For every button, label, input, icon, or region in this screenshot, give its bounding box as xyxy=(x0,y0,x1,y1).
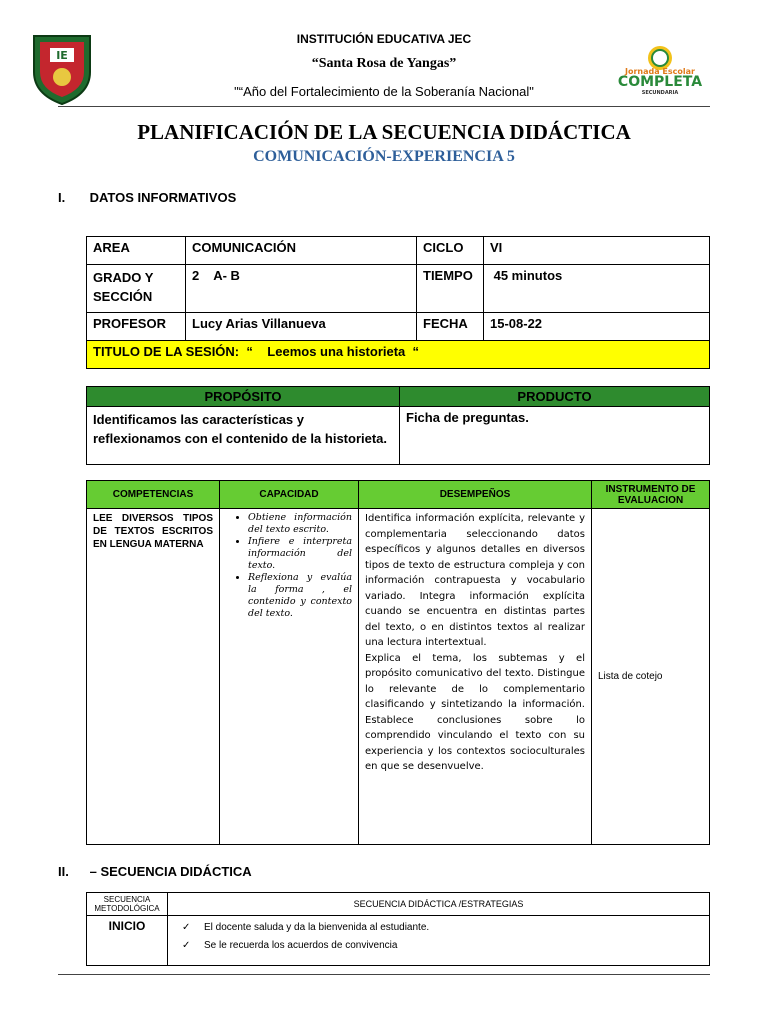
strategy-item xyxy=(174,937,703,955)
producto-text: Ficha de preguntas. xyxy=(400,407,710,465)
capacidad-header: CAPACIDAD xyxy=(220,481,359,509)
competencias-table xyxy=(86,480,710,845)
ciclo-label: CICLO xyxy=(417,237,484,265)
strategy-item xyxy=(174,919,703,937)
profesor-label: PROFESOR xyxy=(87,313,186,341)
document-title: PLANIFICACIÓN DE LA SECUENCIA DIDÁCTICA xyxy=(137,120,631,144)
svg-text:IE: IE xyxy=(56,49,68,62)
strategy-list xyxy=(174,919,703,955)
svg-text:COMPLETA: COMPLETA xyxy=(617,74,703,90)
desempenos-cell xyxy=(359,509,592,845)
section-heading-secuencia xyxy=(58,864,252,879)
profesor-value: Lucy Arias Villanueva xyxy=(186,313,417,341)
capacidad-item: • Obtiene información del texto escrito. xyxy=(248,512,352,536)
inicio-label: INICIO xyxy=(87,916,168,966)
proposito-table xyxy=(86,386,710,465)
instrumento-header: INSTRUMENTO DE EVALUACION xyxy=(592,481,710,509)
section-number: I. xyxy=(58,190,66,205)
ciclo-value: VI xyxy=(484,237,710,265)
section-label: – SECUENCIA DIDÁCTICA xyxy=(89,864,252,879)
capacidades-list xyxy=(226,512,352,620)
tiempo-value: 45 minutos xyxy=(484,265,710,313)
session-title: TITULO DE LA SESIÓN: “ Leemos una historieta “ xyxy=(87,341,710,369)
area-label: AREA xyxy=(87,237,186,265)
svg-text:SECUNDARIA: SECUNDARIA xyxy=(641,90,679,96)
header-divider xyxy=(58,106,710,107)
section-number: II. xyxy=(58,864,69,879)
document-subtitle: COMUNICACIÓN-EXPERIENCIA 5 xyxy=(253,148,515,165)
section-heading-datos xyxy=(58,190,236,205)
tiempo-label: TIEMPO xyxy=(417,265,484,313)
proposito-text: Identificamos las características y reflexionamos con el contenido de la historieta. xyxy=(87,407,400,465)
section-label: DATOS INFORMATIVOS xyxy=(89,190,237,205)
grado-value: 2 A- B xyxy=(186,265,417,313)
area-value: COMUNICACIÓN xyxy=(186,237,417,265)
estrategias-header: SECUENCIA DIDÁCTICA /ESTRATEGIAS xyxy=(168,893,710,916)
institution-name: INSTITUCIÓN EDUCATIVA JEC xyxy=(296,32,472,46)
svg-text:Jornada Escolar: Jornada Escolar xyxy=(625,67,695,76)
desempenos-header: DESEMPEÑOS xyxy=(359,481,592,509)
capacidades-cell xyxy=(220,509,359,845)
strategy-text: Se le recuerda los acuerdos de convivencia xyxy=(204,940,398,951)
year-motto: "“Año del Fortalecimiento de la Soberanía Nacional" xyxy=(234,84,534,99)
jornada-escolar-completa-logo xyxy=(602,42,718,96)
fecha-label: FECHA xyxy=(417,313,484,341)
capacidad-item: • Infiere e interpreta información del texto. xyxy=(248,536,352,572)
check-icon: ✓ xyxy=(182,922,191,933)
capacidad-item: • Reflexiona y evalúa la forma , el contenido y contexto del texto. xyxy=(248,572,352,620)
desempeno-paragraph: Explica el tema, los subtemas y el propósito comunicativo del texto. Distingue lo relevante de lo complementario clasificando y sintetizando la información. Establece conclusiones sobre lo comprendido vinculando el texto con su experiencia y los contextos socioculturales en que se desenvuelve. xyxy=(365,652,585,772)
school-name: “Santa Rosa de Yangas” xyxy=(311,56,457,71)
check-icon: ✓ xyxy=(182,940,191,951)
grado-label: GRADO Y SECCIÓN xyxy=(87,265,186,313)
datos-table xyxy=(86,236,710,369)
strategy-text: El docente saluda y da la bienvenida al estudiante. xyxy=(204,922,430,933)
secuencia-metodologica-header: SECUENCIA METODOLÓGICA xyxy=(87,893,168,916)
competencia-text: LEE DIVERSOS TIPOS DE TEXTOS ESCRITOS EN LENGUA MATERNA xyxy=(87,509,220,845)
instrumento-value: Lista de cotejo xyxy=(592,509,710,845)
footer-divider xyxy=(58,974,710,975)
competencias-header: COMPETENCIAS xyxy=(87,481,220,509)
producto-header: PRODUCTO xyxy=(400,387,710,407)
fecha-value: 15-08-22 xyxy=(484,313,710,341)
desempeno-paragraph: Identifica información explícita, relevante y complementaria seleccionando datos específicos y algunos detalles en diversos tipos de texto de estructura compleja y con información contrapuesta y vocabulario variado. Integra información explícita cuando se encuentra en distintas partes del texto, o en distintos textos al realizar una lectura intertextual. xyxy=(365,513,585,648)
inicio-strategies xyxy=(168,916,710,966)
secuencia-table xyxy=(86,892,710,966)
proposito-header: PROPÓSITO xyxy=(87,387,400,407)
